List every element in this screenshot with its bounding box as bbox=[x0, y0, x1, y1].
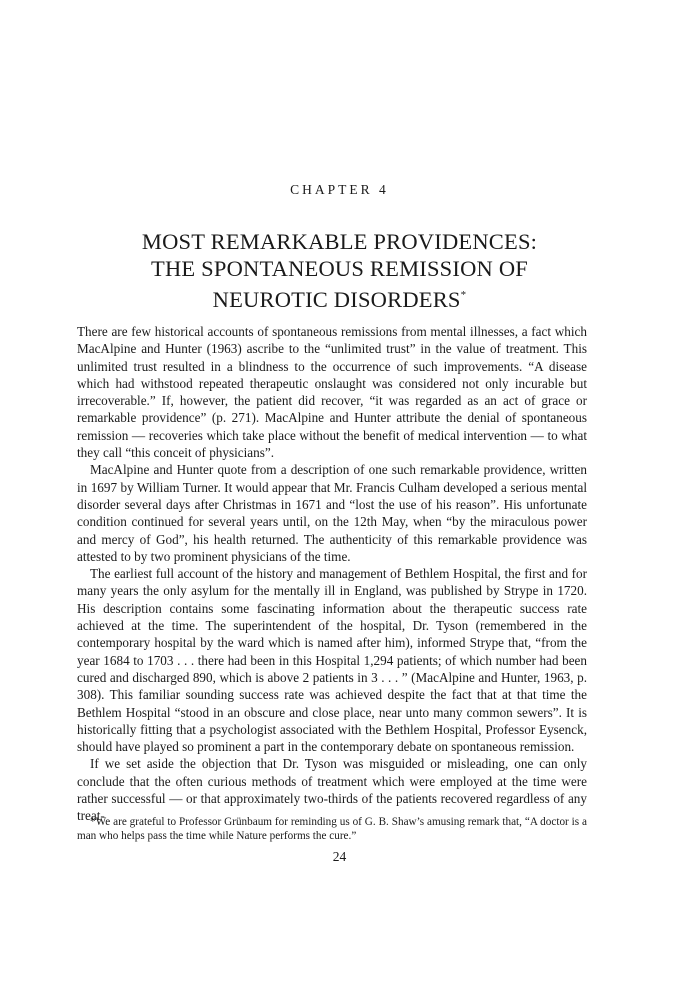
chapter-body bbox=[77, 323, 587, 825]
title-line-3 bbox=[0, 282, 679, 313]
paragraph-2: MacAlpine and Hunter quote from a description of one such remarkable providence, written in 1697 by William Turner. It would appear that Mr. Francis Culham developed a serious mental disorder several days after Christmas in 1671 and “lost the use of his reason”. His unfortunate condition continued for several years until, on the 12th May, when “by the miraculous power and mercy of God”, his health returned. The authenticity of this remarkable providence was attested to by two prominent physicians of the time. bbox=[77, 462, 587, 564]
title-footnote-marker: * bbox=[460, 289, 467, 301]
chapter-label: CHAPTER 4 bbox=[290, 182, 389, 197]
paragraph-4: If we set aside the objection that Dr. Tyson was misguided or misleading, one can only conclude that the often curious methods of treatment which were employed at the time were rather successful — or that approximately two-thirds of the patients recovered regardless of any treat- bbox=[77, 756, 587, 824]
footnote: *We are grateful to Professor Grünbaum for reminding us of G. B. Shaw’s amusing remark that, “A doctor is a man who helps pass the time while Nature performs the cure.” bbox=[77, 816, 587, 842]
chapter-title bbox=[0, 228, 679, 313]
paragraph-1: There are few historical accounts of spontaneous remissions from mental illnesses, a fact which MacAlpine and Hunter (1963) ascribe to the “unlimited trust” in the value of treatment. This unlimited trust resulted in a blindness to the occurrence of such improvements. “A disease which had withstood repeated therapeutic onslaught was considered not only incurable but irrecoverable.” If, however, the patient did recover, “it was regarded as an act of grace or remarkable providence” (p. 271). MacAlpine and Hunter attribute the denial of spontaneous remission — recoveries which take place without the benefit of medical intervention — to what they call “this conceit of physicians”. bbox=[77, 324, 587, 461]
title-line-3-text: NEUROTIC DISORDERS bbox=[212, 287, 461, 312]
page-number: 24 bbox=[332, 849, 347, 864]
title-line-2: THE SPONTANEOUS REMISSION OF bbox=[151, 256, 528, 281]
title-line-1: MOST REMARKABLE PROVIDENCES: bbox=[141, 229, 538, 254]
paragraph-3: The earliest full account of the history and management of Bethlem Hospital, the first and for many years the only asylum for the mentally ill in England, was published by Strype in 1720. His description contains some fascinating information about the therapeutic success rate achieved at the time. The superintendent of the hospital, Dr. Tyson (remembered in the contemporary hospital by the ward which is named after him), informed Strype that, “from the year 1684 to 1703 . . . there had been in this Hospital 1,294 patients; of which number had been cured and discharged 890, which is above 2 patients in 3 . . . ” (MacAlpine and Hunter, 1963, p. 308). This familiar sounding success rate was achieved despite the fact that at that time the Bethlem Hospital “stood in an obscure and close place, near unto many common sewers”. It is historically fitting that a psychologist associated with the Bethlem Hospital, Professor Eysenck, should have played so prominent a part in the contemporary debate on spontaneous remission. bbox=[77, 566, 587, 755]
